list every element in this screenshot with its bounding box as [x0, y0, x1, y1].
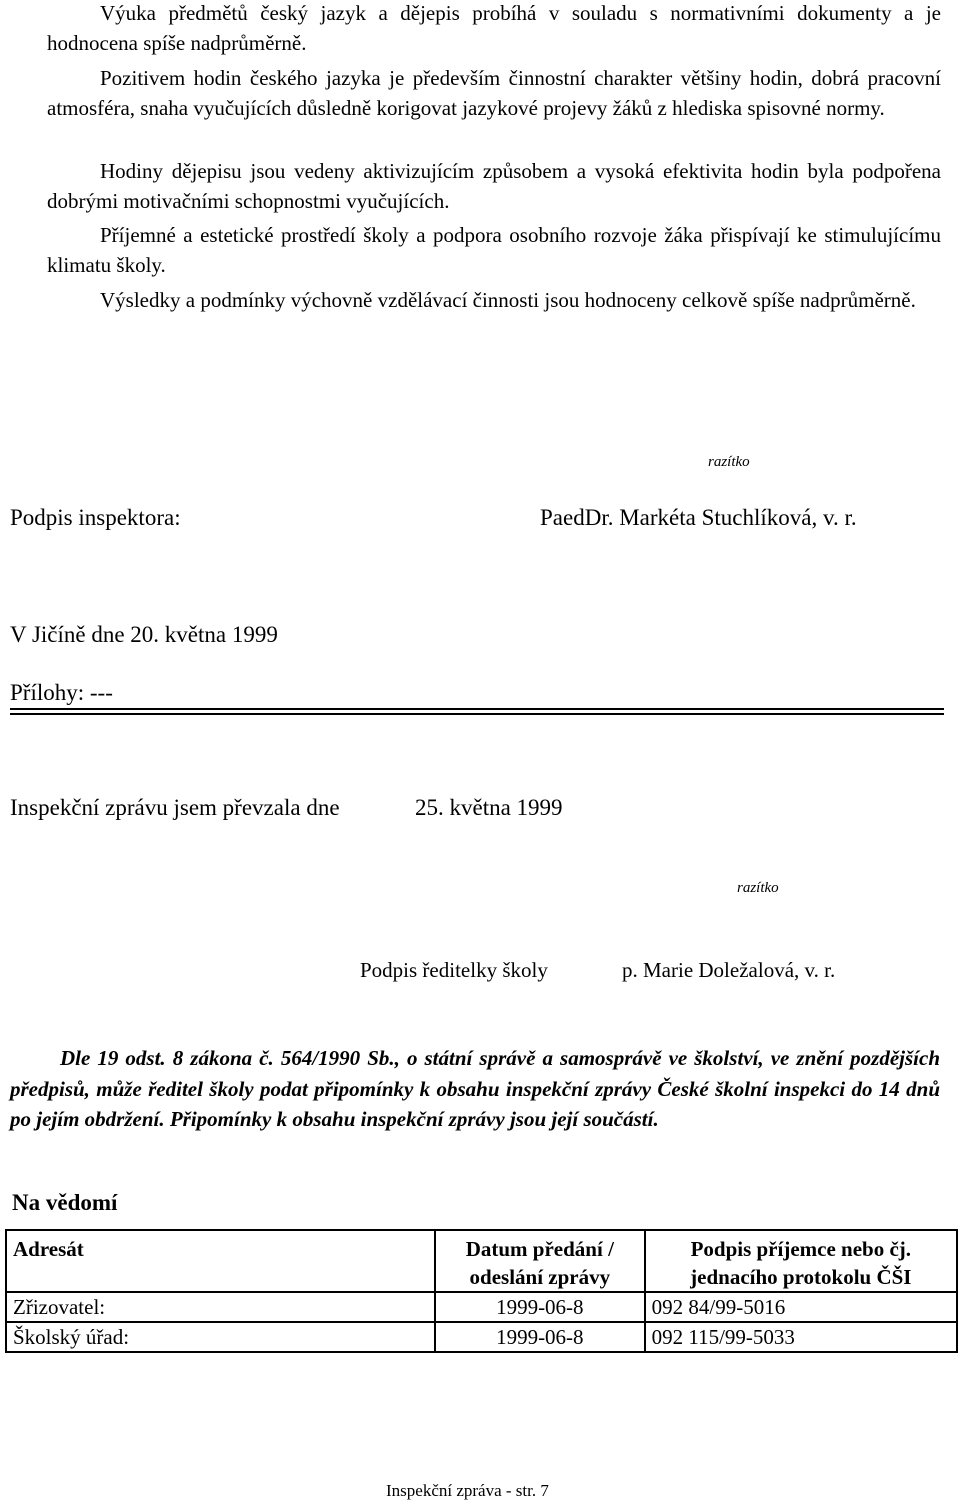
inspector-signature-label: Podpis inspektora: — [10, 505, 181, 530]
distribution-title: Na vědomí — [12, 1190, 118, 1215]
report-received-date: 25. května 1999 — [415, 795, 563, 820]
paragraph-results: Výuka předmětů český jazyk a dějepis probíhá v souladu s normativními dokumenty a je hodnocena spíše nadprůměrně. — [47, 1, 941, 55]
legal-note-text: , o státní správě a samosprávě ve školství, ve znění pozdějších předpisů, může ředitel školy podat připomínky k obsahu inspekční zprávy České školní inspekci do 14 dnů po jejím obdržení. Připomínky k obsahu inspekční zprávy jsou její součástí. — [10, 1046, 941, 1131]
recipient-cell: Školský úřad: — [6, 1322, 435, 1352]
date-cell: 1999-06-8 — [435, 1292, 645, 1322]
director-signature-label: Podpis ředitelky školy — [360, 958, 548, 982]
distribution-table — [5, 1229, 958, 1353]
inspector-stamp-label: razítko — [708, 454, 750, 470]
place-date: V Jičíně dne 20. května 1999 — [10, 622, 278, 647]
recipient-cell: Zřizovatel: — [6, 1292, 435, 1322]
reference-cell: 092 115/99-5033 — [645, 1322, 957, 1352]
paragraph-history-lessons: Hodiny dějepisu jsou vedeny aktivizujícím způsobem a vysoká efektivita hodin byla podpořena dobrými motivačními schopnostmi vyučujících. — [47, 159, 941, 213]
attachments-line: Přílohy: --- — [10, 680, 113, 705]
separator-rule-bottom — [10, 713, 944, 715]
table-row — [6, 1292, 957, 1322]
inspector-name: PaedDr. Markéta Stuchlíková, v. r. — [540, 505, 857, 530]
table-row — [6, 1322, 957, 1352]
column-header-recipient: Adresát — [6, 1230, 435, 1292]
director-name: p. Marie Doležalová, v. r. — [622, 958, 836, 982]
paragraph-overall-evaluation: Výsledky a podmínky výchovně vzdělávací činnosti jsou hodnoceny celkově spíše nadprůměrně. — [100, 288, 916, 312]
report-received-label: Inspekční zprávu jsem převzala dne — [10, 795, 340, 820]
page-footer: Inspekční zpráva - str. 7 — [386, 1481, 549, 1500]
separator-rule-top — [10, 708, 944, 710]
legal-note — [10, 1043, 940, 1135]
reference-cell: 092 84/99-5016 — [645, 1292, 957, 1322]
legal-note-reference: Dle 19 odst. 8 zákona č. 564/1990 Sb. — [60, 1046, 395, 1070]
date-cell: 1999-06-8 — [435, 1322, 645, 1352]
paragraph-czech-positives: Pozitivem hodin českého jazyka je především činnostní charakter většiny hodin, dobrá pracovní atmosféra, snaha vyučujících důsledně korigovat jazykové projevy žáků z hlediska spisovné normy. — [47, 66, 941, 120]
column-header-signature: Podpis příjemce nebo čj. jednacího protokolu ČŠI — [645, 1230, 957, 1292]
paragraph-school-environment: Příjemné a estetické prostředí školy a podpora osobního rozvoje žáka přispívají ke stimulujícímu klimatu školy. — [47, 223, 941, 277]
table-header-row — [6, 1230, 957, 1292]
column-header-date: Datum předání / odeslání zprávy — [435, 1230, 645, 1292]
director-stamp-label: razítko — [737, 880, 779, 896]
